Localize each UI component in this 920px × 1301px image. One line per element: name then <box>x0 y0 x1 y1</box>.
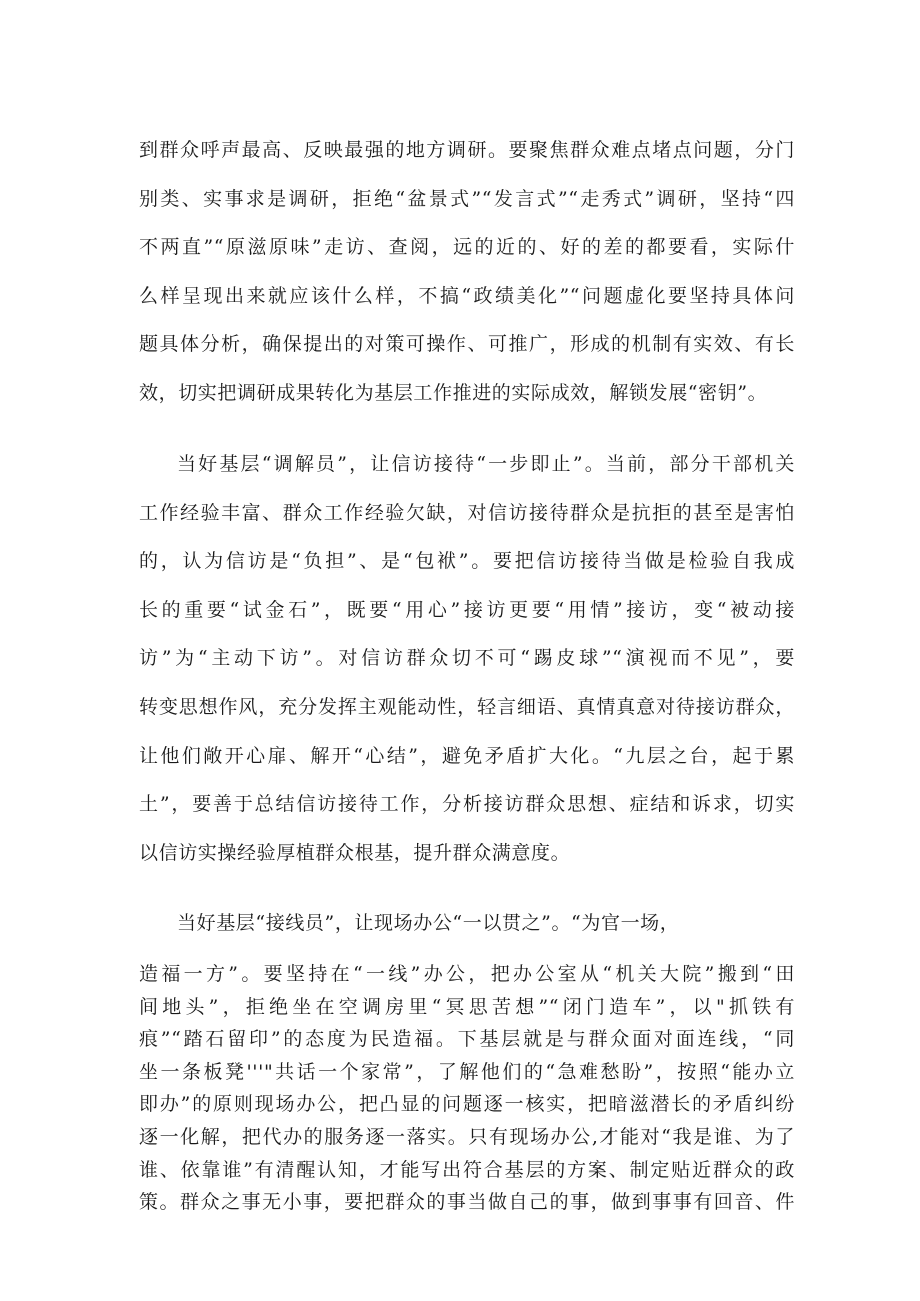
text-line: 题具体分析，确保提出的对策可操作、可推广，形成的机制有实效、有长 <box>139 333 795 356</box>
text-line: 长的重要“试金石”，既要“用心”接访更要“用情”接访，变“被动接 <box>139 598 795 621</box>
paragraph-operator-heading <box>139 903 795 943</box>
text-line: 当好基层“调解员”，让信访接待“一步即止”。当前，部分干部机关 <box>177 453 795 475</box>
text-line: 别类、实事求是调研，拒绝“盆景式”“发言式”“走秀式”调研，坚持“四 <box>139 187 795 210</box>
text-line: 坐一条板凳'''"共话一个家常”，了解他们的“急难愁盼”，按照“能办立 <box>139 1060 795 1083</box>
text-line: 么样呈现出来就应该什么样，不搞“政绩美化”“问题虚化要坚持具体问 <box>139 284 795 307</box>
text-line: 策。群众之事无小事，要把群众的事当做自己的事，做到事事有回音、件 <box>139 1191 795 1214</box>
text-line: 工作经验丰富、群众工作经验欠缺，对信访接待群众是抗拒的甚至是害怕 <box>139 501 795 524</box>
text-line: 谁、依靠谁”有清醒认知，才能写出符合基层的方案、制定贴近群众的政 <box>139 1158 795 1181</box>
paragraph-research <box>139 126 795 418</box>
text-line: 效，切实把调研成果转化为基层工作推进的实际成效，解锁发展“密钥”。 <box>139 381 768 404</box>
text-line: 造福一方”。要坚持在“一线”办公，把办公室从“机关大院”搬到“田 <box>139 963 795 985</box>
text-line: 土”，要善于总结信访接待工作，分析接访群众思想、症结和诉求，切实 <box>139 793 795 816</box>
text-line: 间地头”，拒绝坐在空调房里“冥思苦想”“闭门造车”，以"抓铁有 <box>139 995 795 1018</box>
text-line: 到群众呼声最高、反映最强的地方调研。要聚焦群众难点堵点问题，分门 <box>139 139 795 161</box>
text-line: 让他们敞开心扉、解开“心结”，避免矛盾扩大化。“九层之台，起于累 <box>139 744 795 767</box>
text-line: 逐一化解，把代办的服务逐一落实。只有现场办公,才能对“我是谁、为了 <box>139 1125 795 1148</box>
paragraph-operator-body <box>139 958 795 1219</box>
text-line: 不两直”“原滋原味”走访、查阅，远的近的、好的差的都要看，实际什 <box>139 236 795 259</box>
paragraph-mediator <box>139 440 795 877</box>
text-line: 当好基层“接线员”，让现场办公“一以贯之”。“为官一场， <box>177 912 680 934</box>
text-line: 访”为“主动下访”。对信访群众切不可“踢皮球”“演视而不见”，要 <box>139 647 795 670</box>
text-line: 转变思想作风，充分发挥主观能动性，轻言细语、真情真意对待接访群众， <box>139 695 795 718</box>
text-line: 以信访实操经验厚植群众根基，提升群众满意度。 <box>139 841 571 864</box>
text-line: 即办”的原则现场办公，把凸显的问题逐一核实，把暗滋潜长的矛盾纠纷 <box>139 1093 795 1116</box>
text-line: 痕”“踏石留印”的态度为民造福。下基层就是与群众面对面连线，“同 <box>139 1028 795 1051</box>
text-line: 的，认为信访是“负担”、是“包袱”。要把信访接待当做是检验自我成 <box>139 550 795 573</box>
